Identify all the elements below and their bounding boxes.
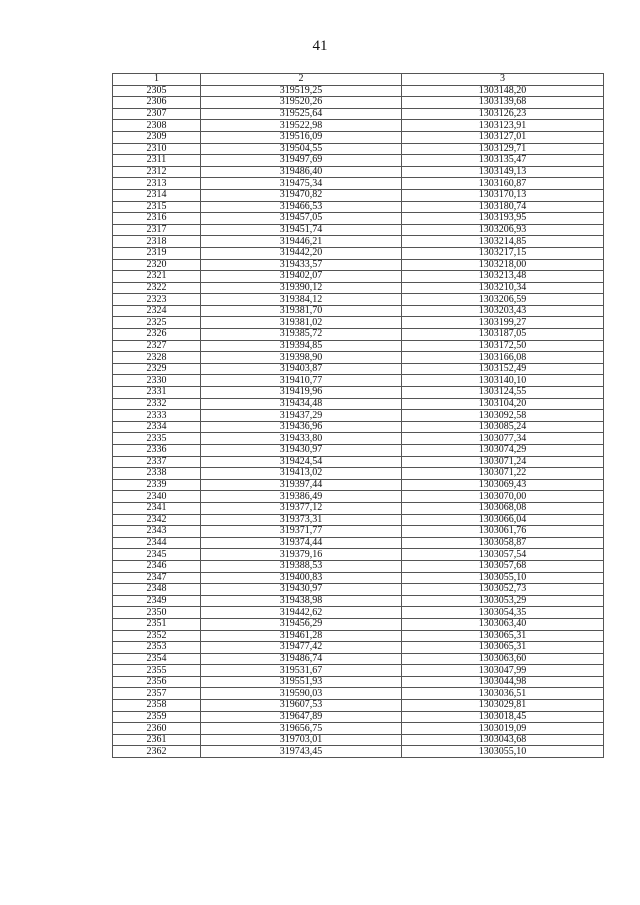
x-coordinate-cell: 319371,77: [201, 526, 402, 538]
table-row: [113, 201, 604, 213]
table-row: [113, 271, 604, 283]
y-coordinate-cell: 1303148,20: [402, 85, 604, 97]
y-coordinate-cell: 1303071,22: [402, 468, 604, 480]
point-number-cell: 2348: [113, 584, 201, 596]
x-coordinate-cell: 319477,42: [201, 642, 402, 654]
point-number-cell: 2341: [113, 502, 201, 514]
y-coordinate-cell: 1303203,43: [402, 305, 604, 317]
x-coordinate-cell: 319607,53: [201, 700, 402, 712]
x-coordinate-cell: 319381,70: [201, 305, 402, 317]
table-row: [113, 723, 604, 735]
point-number-cell: 2318: [113, 236, 201, 248]
point-number-cell: 2345: [113, 549, 201, 561]
x-coordinate-cell: 319388,53: [201, 560, 402, 572]
y-coordinate-cell: 1303065,31: [402, 642, 604, 654]
table-row: [113, 700, 604, 712]
point-number-cell: 2319: [113, 247, 201, 259]
point-number-cell: 2330: [113, 375, 201, 387]
table-row: [113, 155, 604, 167]
y-coordinate-cell: 1303104,20: [402, 398, 604, 410]
table-row: [113, 375, 604, 387]
x-coordinate-cell: 319703,01: [201, 734, 402, 746]
x-coordinate-cell: 319486,74: [201, 653, 402, 665]
y-coordinate-cell: 1303206,93: [402, 224, 604, 236]
y-coordinate-cell: 1303126,23: [402, 108, 604, 120]
point-number-cell: 2338: [113, 468, 201, 480]
y-coordinate-cell: 1303077,34: [402, 433, 604, 445]
x-coordinate-cell: 319470,82: [201, 189, 402, 201]
table-row: [113, 120, 604, 132]
y-coordinate-cell: 1303074,29: [402, 445, 604, 457]
x-coordinate-cell: 319394,85: [201, 340, 402, 352]
table-row: [113, 131, 604, 143]
x-coordinate-cell: 319386,49: [201, 491, 402, 503]
point-number-cell: 2361: [113, 734, 201, 746]
x-coordinate-cell: 319522,98: [201, 120, 402, 132]
table-row: [113, 514, 604, 526]
point-number-cell: 2305: [113, 85, 201, 97]
point-number-cell: 2339: [113, 479, 201, 491]
table-row: [113, 259, 604, 271]
x-coordinate-cell: 319385,72: [201, 329, 402, 341]
table-row: [113, 398, 604, 410]
x-coordinate-cell: 319475,34: [201, 178, 402, 190]
table-row: [113, 97, 604, 109]
x-coordinate-cell: 319424,54: [201, 456, 402, 468]
x-coordinate-cell: 319519,25: [201, 85, 402, 97]
y-coordinate-cell: 1303055,10: [402, 572, 604, 584]
x-coordinate-cell: 319379,16: [201, 549, 402, 561]
point-number-cell: 2310: [113, 143, 201, 155]
y-coordinate-cell: 1303043,68: [402, 734, 604, 746]
y-coordinate-cell: 1303019,09: [402, 723, 604, 735]
y-coordinate-cell: 1303018,45: [402, 711, 604, 723]
table-row: [113, 189, 604, 201]
table-body: [113, 85, 604, 757]
point-number-cell: 2344: [113, 537, 201, 549]
table-row: [113, 630, 604, 642]
table-row: [113, 665, 604, 677]
table-row: [113, 352, 604, 364]
x-coordinate-cell: 319457,05: [201, 213, 402, 225]
point-number-cell: 2359: [113, 711, 201, 723]
coordinates-table: [112, 73, 604, 758]
y-coordinate-cell: 1303092,58: [402, 410, 604, 422]
y-coordinate-cell: 1303140,10: [402, 375, 604, 387]
table-row: [113, 560, 604, 572]
y-coordinate-cell: 1303127,01: [402, 131, 604, 143]
table-row: [113, 549, 604, 561]
table-row: [113, 584, 604, 596]
x-coordinate-cell: 319551,93: [201, 676, 402, 688]
point-number-cell: 2350: [113, 607, 201, 619]
table-row: [113, 526, 604, 538]
table-row: [113, 421, 604, 433]
table-row: [113, 502, 604, 514]
x-coordinate-cell: 319647,89: [201, 711, 402, 723]
table-row: [113, 642, 604, 654]
table-row: [113, 572, 604, 584]
point-number-cell: 2321: [113, 271, 201, 283]
y-coordinate-cell: 1303199,27: [402, 317, 604, 329]
y-coordinate-cell: 1303187,05: [402, 329, 604, 341]
x-coordinate-cell: 319400,83: [201, 572, 402, 584]
point-number-cell: 2313: [113, 178, 201, 190]
x-coordinate-cell: 319403,87: [201, 363, 402, 375]
point-number-cell: 2308: [113, 120, 201, 132]
table-row: [113, 363, 604, 375]
x-coordinate-cell: 319390,12: [201, 282, 402, 294]
x-coordinate-cell: 319590,03: [201, 688, 402, 700]
point-number-cell: 2342: [113, 514, 201, 526]
point-number-cell: 2347: [113, 572, 201, 584]
point-number-cell: 2351: [113, 618, 201, 630]
y-coordinate-cell: 1303063,60: [402, 653, 604, 665]
x-coordinate-cell: 319516,09: [201, 131, 402, 143]
x-coordinate-cell: 319442,62: [201, 607, 402, 619]
point-number-cell: 2312: [113, 166, 201, 178]
table-row: [113, 445, 604, 457]
table-row: [113, 653, 604, 665]
x-coordinate-cell: 319438,98: [201, 595, 402, 607]
x-coordinate-cell: 319434,48: [201, 398, 402, 410]
x-coordinate-cell: 319497,69: [201, 155, 402, 167]
column-header: 2: [201, 74, 402, 86]
table-row: [113, 108, 604, 120]
x-coordinate-cell: 319419,96: [201, 387, 402, 399]
point-number-cell: 2325: [113, 317, 201, 329]
x-coordinate-cell: 319384,12: [201, 294, 402, 306]
x-coordinate-cell: 319433,80: [201, 433, 402, 445]
point-number-cell: 2316: [113, 213, 201, 225]
x-coordinate-cell: 319402,07: [201, 271, 402, 283]
point-number-cell: 2329: [113, 363, 201, 375]
x-coordinate-cell: 319525,64: [201, 108, 402, 120]
point-number-cell: 2354: [113, 653, 201, 665]
column-header: 3: [402, 74, 604, 86]
table-row: [113, 433, 604, 445]
y-coordinate-cell: 1303029,81: [402, 700, 604, 712]
y-coordinate-cell: 1303036,51: [402, 688, 604, 700]
point-number-cell: 2326: [113, 329, 201, 341]
table-row: [113, 282, 604, 294]
point-number-cell: 2340: [113, 491, 201, 503]
y-coordinate-cell: 1303152,49: [402, 363, 604, 375]
y-coordinate-cell: 1303172,50: [402, 340, 604, 352]
page-number: 41: [312, 38, 328, 54]
table-row: [113, 468, 604, 480]
x-coordinate-cell: 319397,44: [201, 479, 402, 491]
point-number-cell: 2307: [113, 108, 201, 120]
y-coordinate-cell: 1303193,95: [402, 213, 604, 225]
x-coordinate-cell: 319456,29: [201, 618, 402, 630]
point-number-cell: 2328: [113, 352, 201, 364]
x-coordinate-cell: 319437,29: [201, 410, 402, 422]
point-number-cell: 2360: [113, 723, 201, 735]
x-coordinate-cell: 319446,21: [201, 236, 402, 248]
table-row: [113, 213, 604, 225]
y-coordinate-cell: 1303044,98: [402, 676, 604, 688]
table-row: [113, 387, 604, 399]
table-row: [113, 618, 604, 630]
x-coordinate-cell: 319743,45: [201, 746, 402, 758]
y-coordinate-cell: 1303218,00: [402, 259, 604, 271]
y-coordinate-cell: 1303160,87: [402, 178, 604, 190]
point-number-cell: 2323: [113, 294, 201, 306]
y-coordinate-cell: 1303057,54: [402, 549, 604, 561]
y-coordinate-cell: 1303139,68: [402, 97, 604, 109]
x-coordinate-cell: 319436,96: [201, 421, 402, 433]
table-row: [113, 711, 604, 723]
point-number-cell: 2343: [113, 526, 201, 538]
y-coordinate-cell: 1303085,24: [402, 421, 604, 433]
point-number-cell: 2311: [113, 155, 201, 167]
x-coordinate-cell: 319466,53: [201, 201, 402, 213]
y-coordinate-cell: 1303055,10: [402, 746, 604, 758]
point-number-cell: 2332: [113, 398, 201, 410]
y-coordinate-cell: 1303129,71: [402, 143, 604, 155]
table-row: [113, 143, 604, 155]
x-coordinate-cell: 319398,90: [201, 352, 402, 364]
y-coordinate-cell: 1303069,43: [402, 479, 604, 491]
y-coordinate-cell: 1303217,15: [402, 247, 604, 259]
point-number-cell: 2358: [113, 700, 201, 712]
x-coordinate-cell: 319486,40: [201, 166, 402, 178]
x-coordinate-cell: 319451,74: [201, 224, 402, 236]
y-coordinate-cell: 1303061,76: [402, 526, 604, 538]
x-coordinate-cell: 319656,75: [201, 723, 402, 735]
x-coordinate-cell: 319430,97: [201, 445, 402, 457]
point-number-cell: 2333: [113, 410, 201, 422]
point-number-cell: 2324: [113, 305, 201, 317]
y-coordinate-cell: 1303135,47: [402, 155, 604, 167]
table-row: [113, 688, 604, 700]
y-coordinate-cell: 1303210,34: [402, 282, 604, 294]
table-row: [113, 305, 604, 317]
table-row: [113, 317, 604, 329]
point-number-cell: 2362: [113, 746, 201, 758]
table-row: [113, 85, 604, 97]
table-row: [113, 607, 604, 619]
y-coordinate-cell: 1303063,40: [402, 618, 604, 630]
x-coordinate-cell: 319413,02: [201, 468, 402, 480]
y-coordinate-cell: 1303123,91: [402, 120, 604, 132]
table-row: [113, 178, 604, 190]
y-coordinate-cell: 1303047,99: [402, 665, 604, 677]
y-coordinate-cell: 1303068,08: [402, 502, 604, 514]
point-number-cell: 2335: [113, 433, 201, 445]
x-coordinate-cell: 319442,20: [201, 247, 402, 259]
y-coordinate-cell: 1303149,13: [402, 166, 604, 178]
table-row: [113, 224, 604, 236]
y-coordinate-cell: 1303170,13: [402, 189, 604, 201]
table-row: [113, 479, 604, 491]
table-row: [113, 410, 604, 422]
table-row: [113, 491, 604, 503]
point-number-cell: 2306: [113, 97, 201, 109]
y-coordinate-cell: 1303065,31: [402, 630, 604, 642]
point-number-cell: 2314: [113, 189, 201, 201]
y-coordinate-cell: 1303070,00: [402, 491, 604, 503]
table-row: [113, 294, 604, 306]
point-number-cell: 2317: [113, 224, 201, 236]
point-number-cell: 2320: [113, 259, 201, 271]
y-coordinate-cell: 1303124,55: [402, 387, 604, 399]
x-coordinate-cell: 319520,26: [201, 97, 402, 109]
table-row: [113, 247, 604, 259]
table-header-row: [113, 74, 604, 86]
y-coordinate-cell: 1303054,35: [402, 607, 604, 619]
y-coordinate-cell: 1303180,74: [402, 201, 604, 213]
point-number-cell: 2346: [113, 560, 201, 572]
column-header: 1: [113, 74, 201, 86]
y-coordinate-cell: 1303071,24: [402, 456, 604, 468]
x-coordinate-cell: 319374,44: [201, 537, 402, 549]
x-coordinate-cell: 319461,28: [201, 630, 402, 642]
x-coordinate-cell: 319373,31: [201, 514, 402, 526]
point-number-cell: 2352: [113, 630, 201, 642]
point-number-cell: 2337: [113, 456, 201, 468]
point-number-cell: 2327: [113, 340, 201, 352]
y-coordinate-cell: 1303066,04: [402, 514, 604, 526]
table-row: [113, 676, 604, 688]
x-coordinate-cell: 319381,02: [201, 317, 402, 329]
y-coordinate-cell: 1303206,59: [402, 294, 604, 306]
x-coordinate-cell: 319504,55: [201, 143, 402, 155]
table-row: [113, 329, 604, 341]
point-number-cell: 2309: [113, 131, 201, 143]
y-coordinate-cell: 1303213,48: [402, 271, 604, 283]
y-coordinate-cell: 1303058,87: [402, 537, 604, 549]
x-coordinate-cell: 319410,77: [201, 375, 402, 387]
table-row: [113, 537, 604, 549]
point-number-cell: 2322: [113, 282, 201, 294]
table-row: [113, 340, 604, 352]
x-coordinate-cell: 319531,67: [201, 665, 402, 677]
point-number-cell: 2355: [113, 665, 201, 677]
point-number-cell: 2357: [113, 688, 201, 700]
point-number-cell: 2353: [113, 642, 201, 654]
x-coordinate-cell: 319430,97: [201, 584, 402, 596]
table-row: [113, 734, 604, 746]
point-number-cell: 2356: [113, 676, 201, 688]
table-row: [113, 456, 604, 468]
x-coordinate-cell: 319433,57: [201, 259, 402, 271]
table-row: [113, 595, 604, 607]
table-row: [113, 236, 604, 248]
point-number-cell: 2334: [113, 421, 201, 433]
point-number-cell: 2336: [113, 445, 201, 457]
y-coordinate-cell: 1303053,29: [402, 595, 604, 607]
y-coordinate-cell: 1303166,08: [402, 352, 604, 364]
y-coordinate-cell: 1303057,68: [402, 560, 604, 572]
point-number-cell: 2315: [113, 201, 201, 213]
point-number-cell: 2331: [113, 387, 201, 399]
y-coordinate-cell: 1303214,85: [402, 236, 604, 248]
y-coordinate-cell: 1303052,73: [402, 584, 604, 596]
table-row: [113, 746, 604, 758]
point-number-cell: 2349: [113, 595, 201, 607]
x-coordinate-cell: 319377,12: [201, 502, 402, 514]
table-row: [113, 166, 604, 178]
